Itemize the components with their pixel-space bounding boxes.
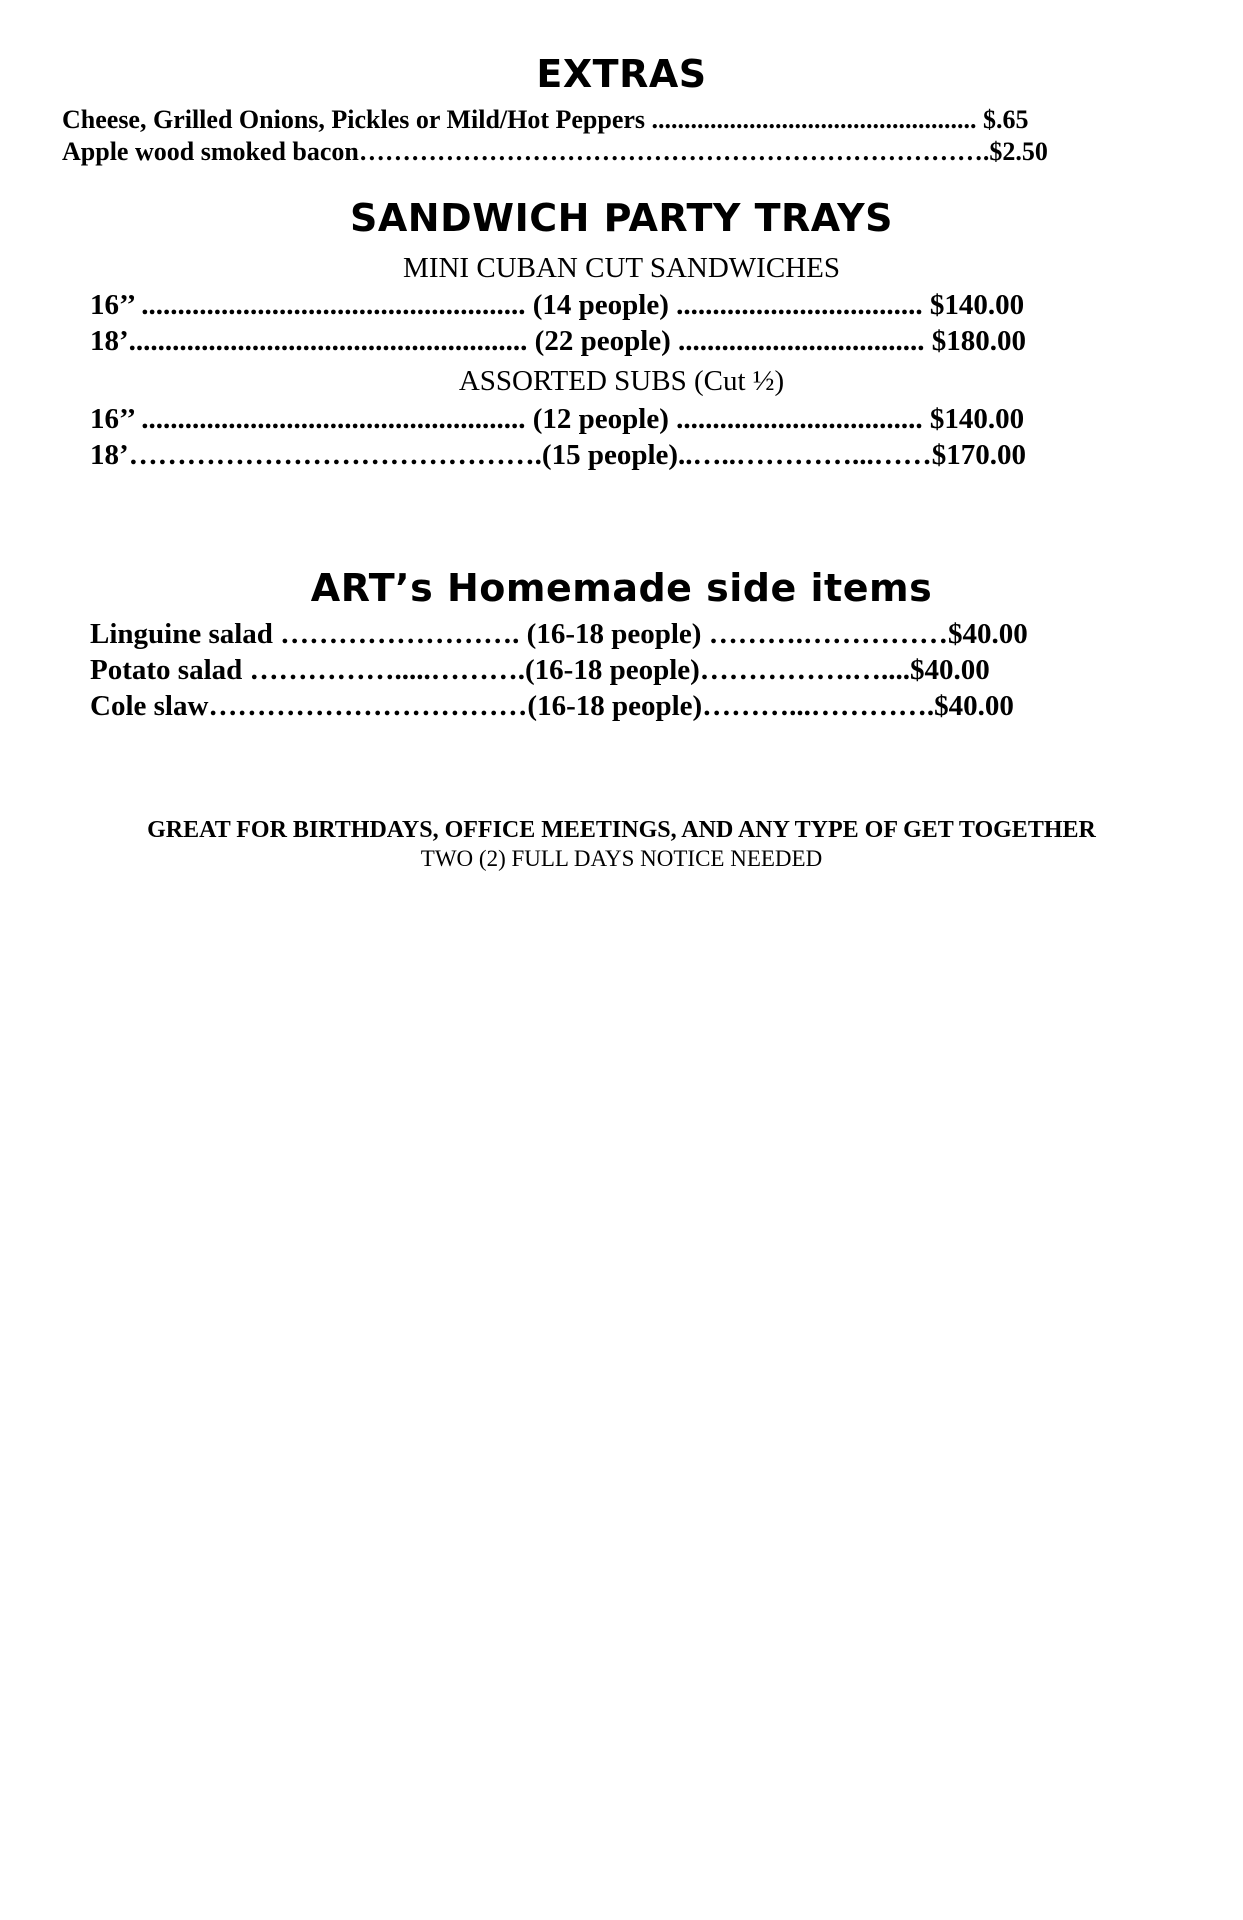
side-item-linguine: Linguine salad ……………………. (16-18 people) ……….……………$40.00 [90,618,1028,650]
party-trays-heading: SANDWICH PARTY TRAYS [350,196,893,240]
side-items-heading: ART’s Homemade side items [310,566,933,610]
assorted-subs-title: ASSORTED SUBS (Cut ½) [458,365,785,397]
extras-heading: EXTRAS [536,52,707,96]
side-item-coleslaw: Cole slaw……………………………(16-18 people)………...………….$40.00 [90,690,1014,722]
assorted-subs-row-18: 18’…………………………………….(15 people)..…..…………...……$170.00 [90,439,1027,471]
extras-item-bacon: Apple wood smoked bacon……………………………………………………………….$2.50 [62,137,1048,166]
side-item-potato: Potato salad …………….....……….(16-18 people)…………….…....$40.00 [90,654,990,686]
footer-occasions: GREAT FOR BIRTHDAYS, OFFICE MEETINGS, AND ANY TYPE OF GET TOGETHER [147,817,1096,843]
footer-notice: TWO (2) FULL DAYS NOTICE NEEDED [420,846,823,871]
mini-cuban-row-18: 18’....................................................... (22 people) .................................. $180.00 [90,325,1027,357]
assorted-subs-row-16: 16’’ ..................................................... (12 people) .................................. $140.00 [90,403,1025,435]
mini-cuban-title: MINI CUBAN CUT SANDWICHES [403,252,840,284]
mini-cuban-row-16: 16’’ ..................................................... (14 people) .................................. $140.00 [90,289,1025,321]
extras-item-toppings: Cheese, Grilled Onions, Pickles or Mild/Hot Peppers .................................................. $.65 [62,105,1029,134]
